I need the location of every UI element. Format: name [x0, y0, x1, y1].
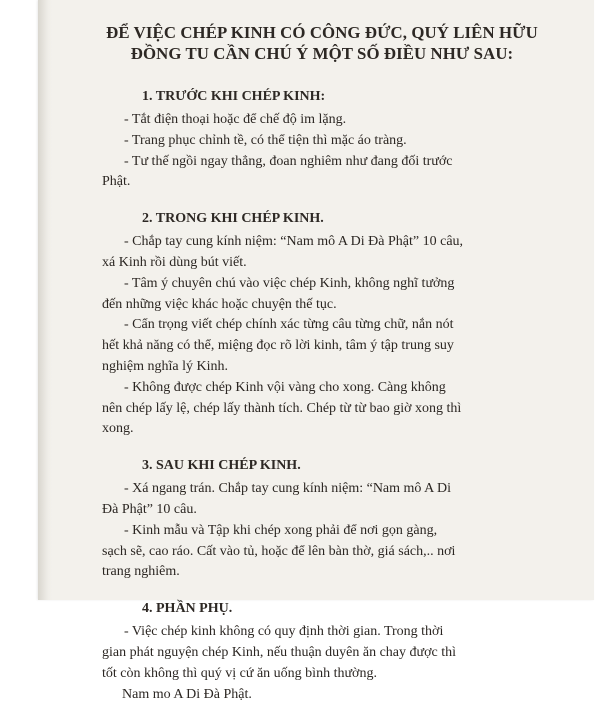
- paragraph: [100, 131, 544, 152]
- paragraph: [100, 378, 544, 440]
- text-line: - Tư thế ngồi ngay thẳng, đoan nghiêm như đang đối trước: [124, 153, 453, 169]
- paragraph: [100, 622, 544, 684]
- title-line: ĐỒNG TU CẦN CHÚ Ý MỘT SỐ ĐIỀU NHƯ SAU:: [130, 44, 514, 63]
- text-line: - Trang phục chỉnh tề, có thể tiện thì mặc áo tràng.: [124, 132, 407, 148]
- title-line: ĐỂ VIỆC CHÉP KINH CÓ CÔNG ĐỨC, QUÝ LIÊN HỮU: [106, 23, 538, 42]
- section-heading: 3. SAU KHI CHÉP KINH.: [142, 458, 301, 474]
- section-heading: 1. TRƯỚC KHI CHÉP KINH:: [142, 89, 326, 104]
- text-line: - Không được chép Kinh vội vàng cho xong. Càng không: [124, 379, 446, 395]
- text-line: - Tâm ý chuyên chú vào việc chép Kinh, không nghĩ tưởng: [124, 275, 455, 291]
- text-line: - Tắt điện thoại hoặc để chế độ im lặng.: [124, 112, 347, 127]
- text-line: nghiệm nghĩa lý Kinh.: [102, 358, 228, 374]
- paragraph: [100, 274, 544, 316]
- text-line: sạch sẽ, cao ráo. Cất vào tủ, hoặc để lên bàn thờ, giá sách,.. nơi: [102, 543, 456, 559]
- page-content: [100, 22, 544, 705]
- text-line: - Xá ngang trán. Chắp tay cung kính niệm: “Nam mô A Di: [124, 481, 451, 497]
- text-line: Đà Phật” 10 câu.: [102, 501, 197, 517]
- page-spine-shadow: [38, 0, 52, 600]
- paragraph: [100, 110, 544, 131]
- page-title: [100, 22, 544, 64]
- text-line: xá Kinh rồi dùng bút viết.: [102, 254, 247, 270]
- text-line: xong.: [102, 421, 134, 437]
- paragraph: [100, 521, 544, 583]
- paragraph: [100, 315, 544, 377]
- text-line: - Chắp tay cung kính niệm: “Nam mô A Di Đà Phật” 10 câu,: [124, 234, 464, 250]
- section-heading: 2. TRONG KHI CHÉP KINH.: [142, 211, 324, 227]
- text-line: trang nghiêm.: [102, 564, 180, 580]
- paragraph: [100, 479, 544, 521]
- text-line: gian phát nguyện chép Kinh, nếu thuận duyên ăn chay được thì: [102, 644, 457, 660]
- section-before-copying: [100, 87, 544, 193]
- section-during-copying: [100, 209, 544, 440]
- text-line: Phật.: [102, 174, 131, 190]
- text-line: hết khả năng có thể, miệng đọc rõ lời kinh, tâm ý tập trung suy: [102, 338, 454, 354]
- closing-line: Nam mo A Di Đà Phật.: [122, 686, 252, 702]
- text-line: đến những việc khác hoặc chuyện thế tục.: [102, 296, 337, 312]
- book-page: [38, 0, 594, 702]
- text-line: nên chép lấy lệ, chép lấy thành tích. Chép từ từ bao giờ xong thì: [102, 400, 462, 416]
- text-line: tốt còn không thì quý vị cứ ăn uống bình thường.: [102, 665, 377, 681]
- text-line: - Kinh mẫu và Tập khi chép xong phải để nơi gọn gàng,: [124, 522, 438, 538]
- paragraph: [100, 232, 544, 274]
- text-line: - Việc chép kinh không có quy định thời gian. Trong thời: [124, 624, 444, 640]
- section-supplement: [100, 599, 544, 705]
- section-heading: 4. PHẦN PHỤ.: [142, 601, 233, 617]
- section-after-copying: [100, 456, 544, 583]
- paragraph: [100, 152, 544, 194]
- text-line: - Cẩn trọng viết chép chính xác từng câu từng chữ, nắn nót: [124, 317, 454, 333]
